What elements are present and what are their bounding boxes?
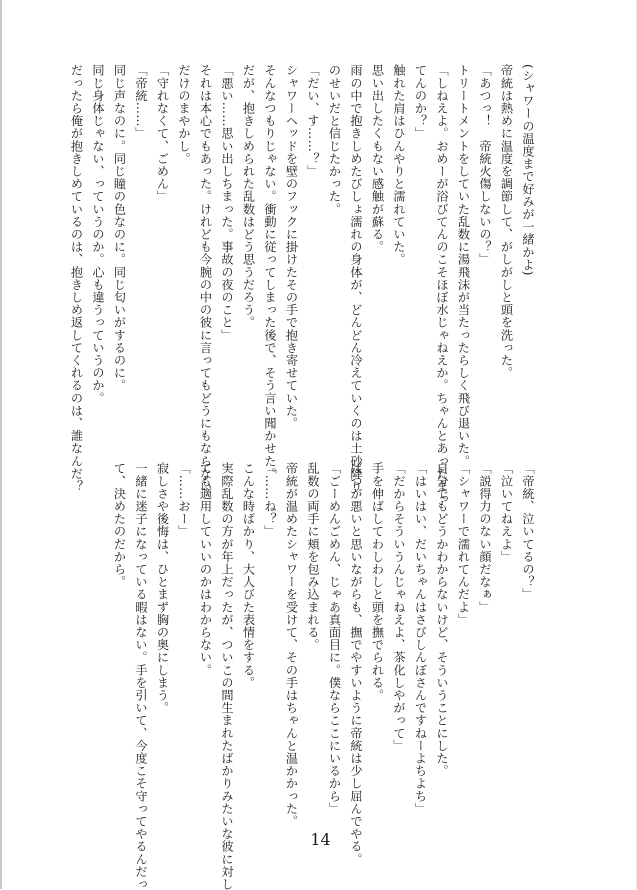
text-line: のせいだと信じたかった。	[327, 64, 342, 216]
text-line: 「守れなくて、ごめん」	[155, 64, 170, 203]
text-line: 「だい、す……？」	[306, 64, 320, 178]
text-line: 「ごーめんごめん、じゃあ真面目に。僕ならここにいるから」	[327, 462, 342, 815]
text-line: だが、抱きしめられた乱数はどう思うだろう。	[241, 64, 256, 329]
text-line: 思い出したくもない感触が蘇る。	[370, 64, 385, 253]
text-line: 「しねえよ。おめーが浴びてんのこそほぼ水じゃねえか。ちゃんとあったまっ	[435, 64, 449, 505]
text-line: だったら俺が抱きしめているのは、抱きしめ返してくれるのは、誰なんだ？	[69, 64, 84, 493]
text-line: 手を伸ばしてわしわしと頭を撫でられる。	[370, 462, 385, 702]
text-line: 触れた肩はひんやりと濡れていた。	[392, 64, 406, 266]
text-line: 寂しさや後悔は、ひとまず胸の奥にしまう。	[155, 462, 170, 714]
text-line: 実際乱数の方が年上だったが、ついこの間生まれたばかりみたいな彼に対し	[220, 462, 234, 890]
text-line: 同じ声なのに。同じ瞳の色なのに。同じ匂いがするのに。	[112, 64, 127, 392]
text-line: て、決めたのだから。	[112, 462, 127, 588]
text-line: てんのか？」	[413, 64, 428, 140]
text-line: 「説得力のない顔だなぁ」	[478, 462, 492, 614]
text-line: そんなつもりじゃない。衝動に従ってしまった後で、そう言い聞かせた。	[263, 64, 277, 480]
text-line: 自分でもどうかわからないけど、そういうことにした。	[435, 462, 449, 777]
text-line: 同じ身体じゃない、っていうのか。心も違うっていうのか。	[91, 64, 105, 405]
text-line: ても適用していいのかはわからない。	[198, 462, 213, 677]
text-line: 「……ね？」	[263, 462, 277, 538]
text-line: 「悪い……思い出しちまった。事故の夜のこと」	[220, 64, 234, 342]
text-line: 「泣いてねえよ」	[499, 462, 514, 563]
text-line: 「はいはい、だいちゃんはさびしんぼさんですねーよちよち」	[413, 462, 428, 815]
text-line: それは本心でもあった。けれども今腕の中の彼に言ってもどうにもならない	[198, 64, 213, 493]
page-number: 14	[310, 830, 331, 849]
text-line: 一緒に迷子になっている暇はない。手を引いて、今度こそ守ってやるんだっ	[134, 462, 148, 890]
text-line: 「シャワーで濡れてんだよ」	[456, 462, 471, 626]
text-line: 「だからそういうんじゃねえよ、茶化しやがって」	[392, 462, 406, 752]
text-line: (シャワーの温度まで好みが一緒かよ)	[521, 64, 535, 276]
text-line: ばつが悪いと思いながらも、撫でやすいように帝統は少し屈んでやる。	[349, 462, 363, 866]
text-line: 帝統が温めたシャワーを受けて、その手はちゃんと温かかった。	[284, 462, 299, 828]
text-line: だけのまやかし。	[177, 64, 191, 165]
text-line: こんな時ばかり、大人びた表情をする。	[241, 462, 256, 689]
text-line: 乱数の両手に頬を包み込まれる。	[306, 462, 320, 651]
text-line: シャワーヘッドを壁のフックに掛けたその手で抱き寄せていた。	[284, 64, 299, 430]
text-line: 帝統は熱めに温度を調節して、がしがしと頭を洗った。	[499, 64, 514, 379]
text-line: 「帝統……」	[134, 64, 148, 140]
text-line: 「帝統、泣いてるの？」	[521, 462, 535, 601]
text-line: 雨の中で抱きしめたびしょ濡れの身体が、どんどん冷えていくのは土砂降り	[349, 64, 363, 493]
text-line: トリートメントをしていた乱数に湯飛沫が当たったらしく飛び退いた。	[456, 64, 471, 468]
text-line: 「あつっ！ 帝統火傷しないの？」	[478, 64, 492, 266]
text-line: 「……おー」	[177, 462, 191, 538]
